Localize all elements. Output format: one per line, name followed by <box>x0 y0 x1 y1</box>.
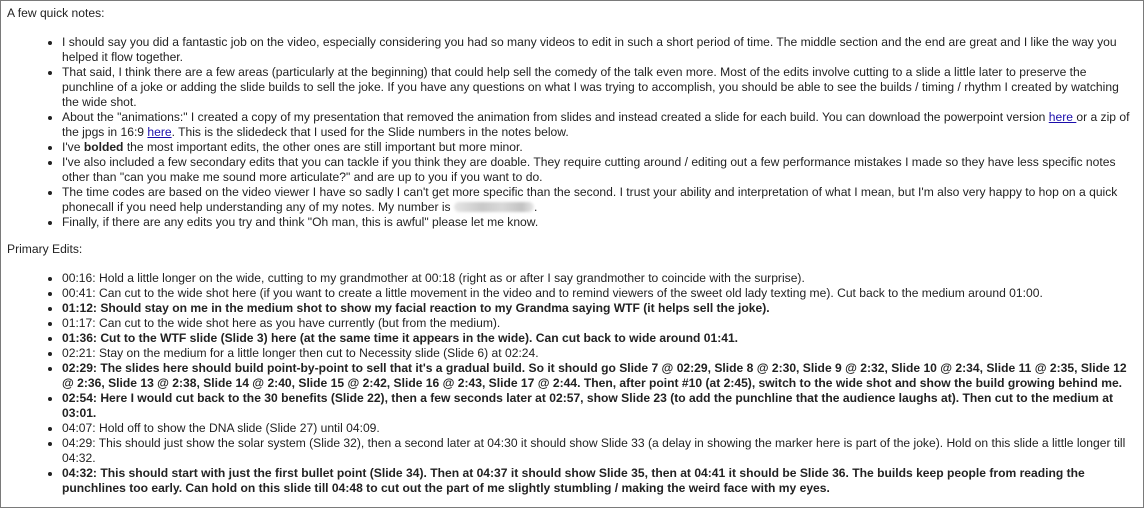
edits-list <box>7 271 1137 496</box>
powerpoint-download-link[interactable]: here <box>1048 110 1077 124</box>
list-item: • That said, I think there are a few areas (particularly at the beginning) that could help sell the comedy of the talk even more. Most of the edits involve cutting to a slide a little later to preserve the punchline of a joke or adding the slide builds to sell the joke. If you have any questions on what I was trying to accomplish, you should be able to see the builds / timing / rhythm I created by watching the wide shot. <box>62 65 1137 110</box>
note-text: About the "animations:" I created a copy of my presentation that removed the animation from slides and instead created a slide for each build. You can download the powerpoint version <box>62 110 1049 124</box>
edit-item: • 04:07: Hold off to show the DNA slide (Slide 27) until 04:09. <box>62 421 1137 436</box>
notes-list <box>7 35 1137 230</box>
edit-item: • 00:16: Hold a little longer on the wide, cutting to my grandmother at 00:18 (right as or after I say grandmother to coincide with the surprise). <box>62 271 1137 286</box>
edit-item: • 01:17: Can cut to the wide shot here as you have currently (but from the medium). <box>62 316 1137 331</box>
notes-heading: A few quick notes: <box>7 6 105 20</box>
bold-word: bolded <box>83 140 124 154</box>
edit-item-important: • 02:54: Here I would cut back to the 30 benefits (Slide 22), then a few seconds later at 02:57, show Slide 23 (to add the punchline that the audience laughs at). Then cut to the medium at 03:01. <box>62 391 1137 421</box>
note-text: the most important edits, the other ones are still important but more minor. <box>123 140 523 154</box>
list-item <box>62 185 1137 215</box>
edits-heading: Primary Edits: <box>7 242 83 256</box>
redacted-phone-number <box>454 202 534 212</box>
list-item <box>62 110 1137 140</box>
note-text: I've <box>62 140 84 154</box>
document-content <box>1 1 1143 496</box>
note-text: . This is the slidedeck that I used for the Slide numbers in the notes below. <box>171 125 569 139</box>
edit-item-important: • 01:36: Cut to the WTF slide (Slide 3) here (at the same time it appears in the wide). Can cut back to wide around 01:41. <box>62 331 1137 346</box>
edit-item: • 00:41: Can cut to the wide shot here (if you want to create a little movement in the video and to remind viewers of the sweet old lady texting me). Cut back to the medium around 01:00. <box>62 286 1137 301</box>
note-text: or a zip of the jpgs in 16:9 <box>62 110 1130 139</box>
edit-item-important: • 04:32: This should start with just the first bullet point (Slide 34). Then at 04:37 it should show Slide 35, then at 04:41 it should be Slide 36. The builds keep people from reading the punchlines too early. Can hold on this slide till 04:48 to cut out the part of me slightly stumbling / making the weird face with my eyes. <box>62 466 1137 496</box>
note-text: The time codes are based on the video viewer I have so sadly I can't get more specific than the second. I trust your ability and interpretation of what I mean, but I'm also very happy to hop on a quick phonecall if you need help understanding any of my notes. My number is <box>62 185 1118 214</box>
note-text: . <box>533 200 538 214</box>
edit-item-important: • 02:29: The slides here should build point-by-point to sell that it's a gradual build. So it should go Slide 7 @ 02:29, Slide 8 @ 2:30, Slide 9 @ 2:32, Slide 10 @ 2:34, Slide 11 @ 2:35, Slide 12 @ 2:36, Slide 13 @ 2:38, Slide 14 @ 2:40, Slide 15 @ 2:42, Slide 16 @ 2:43, Slide 17 @ 2:44. Then, after point #10 (at 2:45), switch to the wide shot and show the build growing behind me. <box>62 361 1137 391</box>
list-item: • I've also included a few secondary edits that you can tackle if you think they are doable. They require cutting around / editing out a few performance mistakes I made so they have less specific notes other than "can you make me sound more articulate?" and are up to you if you want to do. <box>62 155 1137 185</box>
jpg-zip-download-link[interactable]: here <box>147 125 172 139</box>
edit-item: • 02:21: Stay on the medium for a little longer then cut to Necessity slide (Slide 6) at 02:24. <box>62 346 1137 361</box>
list-item: • Finally, if there are any edits you try and think "Oh man, this is awful" please let me know. <box>62 215 1137 230</box>
edit-item: • 04:29: This should just show the solar system (Slide 32), then a second later at 04:30 it should show Slide 33 (a delay in showing the marker here is part of the joke). Hold on this slide a little longer till 04:32. <box>62 436 1137 466</box>
list-item: • I should say you did a fantastic job on the video, especially considering you had so many videos to edit in such a short period of time. The middle section and the end are great and I like the way you helped it flow together. <box>62 35 1137 65</box>
list-item <box>62 140 1137 155</box>
edit-item-important: • 01:12: Should stay on me in the medium shot to show my facial reaction to my Grandma saying WTF (it helps sell the joke). <box>62 301 1137 316</box>
